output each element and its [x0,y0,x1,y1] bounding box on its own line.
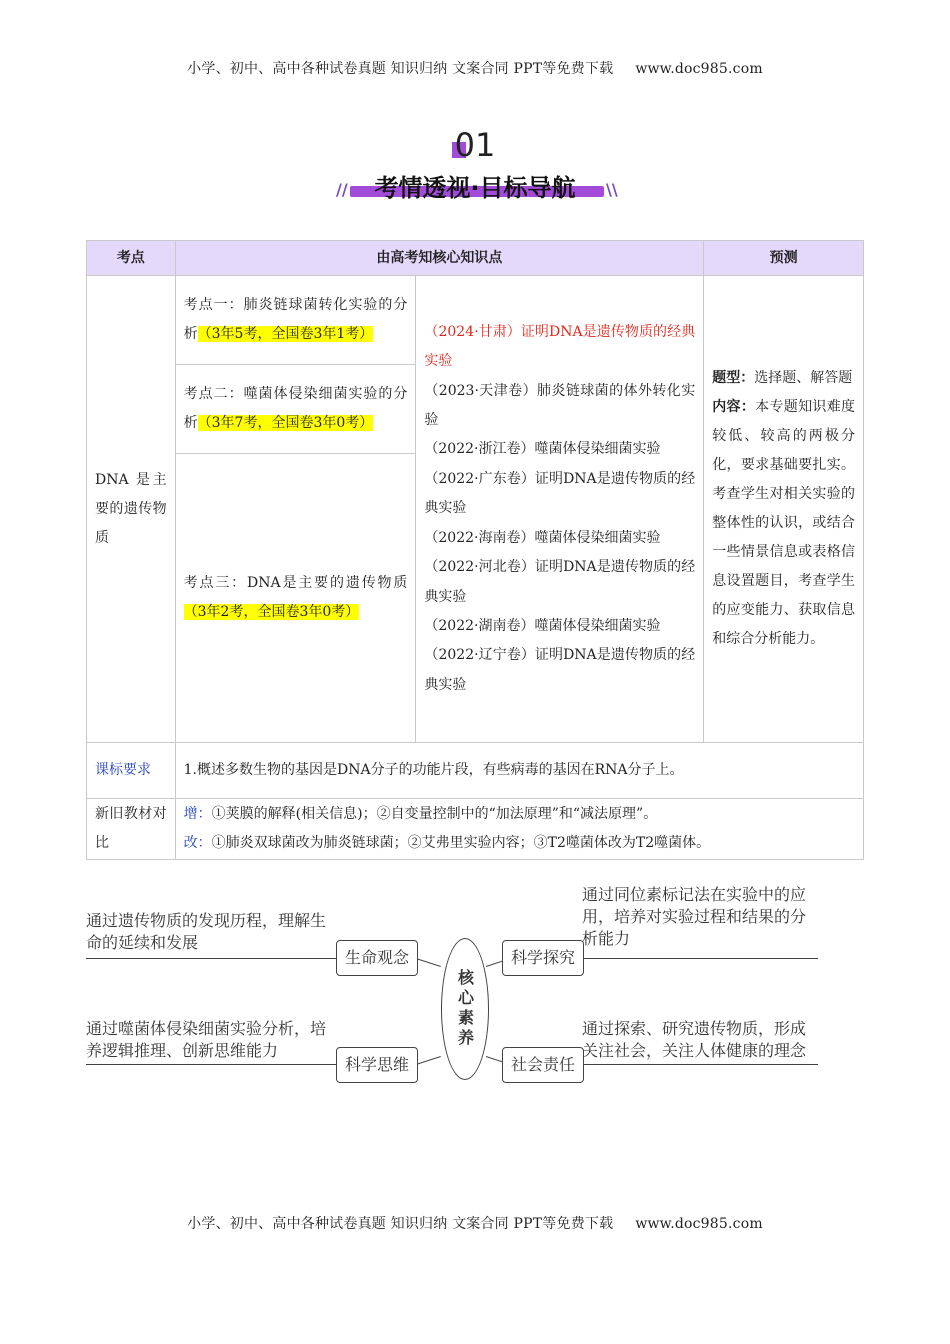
standard-label: 课标要求 [87,743,176,799]
slash-left-icon: // [336,180,348,199]
table-row [87,276,864,365]
standard-text: 1.概述多数生物的基因是DNA分子的功能片段，有些病毒的基因在RNA分子上。 [175,743,863,799]
prediction-cell [704,276,864,743]
node-2-desc: 通过噬菌体侵染细菌实验分析，培养逻辑推理、创新思维能力 [86,1019,327,1060]
point-3-cell [175,454,416,743]
exam-item: （2022·海南卷）噬菌体侵染细菌实验 [424,529,661,546]
prediction-content-value: 本专题知识难度较低、较高的两极分化，要求基础要扎实。考查学生对相关实验的整体性的认识，或结合一些情景信息或表格信息设置题目，考查学生的应变能力、获取信息和综合分析能力。 [712,399,856,647]
node-1-desc: 通过遗传物质的发现历程，理解生命的延续和发展 [86,911,327,952]
prediction-content-label: 内容： [712,399,756,415]
point-1-text: 考点一：肺炎链球菌转化实验的分析 [183,297,408,342]
exam-item: （2022·辽宁卷）证明DNA是遗传物质的经典实验 [424,647,696,693]
connector-line [582,958,818,959]
add-label: 增： [183,806,212,822]
point-2-text: 考点二：噬菌体侵染细菌实验的分析 [183,386,408,431]
exam-item: （2022·湖南卷）噬菌体侵染细菌实验 [424,617,661,634]
node-3-desc: 通过同位素标记法在实验中的应用，培养对实验过程和结果的分析能力 [582,885,807,948]
change-label: 改： [183,835,212,851]
exam-item: （2023·天津卷）肺炎链球菌的体外转化实验 [424,382,696,429]
page-header [0,58,950,78]
point-3-text: 考点三：DNA是主要的遗传物质 [183,575,408,591]
point-1-stat: （3年5考，全国卷3年1考） [197,326,374,342]
node-1-label: 生命观念 [336,940,418,976]
compare-label: 新旧教材对比 [87,799,176,860]
node-4-label: 社会责任 [502,1047,584,1083]
core-literacy-center: 核心素养 [441,938,489,1080]
point-2-stat: （3年7考，全国卷3年0考） [197,415,374,431]
exam-item: （2022·浙江卷）噬菌体侵染细菌实验 [424,441,661,458]
prediction-type-label: 题型： [712,370,755,386]
exam-list-cell [416,276,704,743]
connector-line [582,1064,818,1065]
section-title: 考情透视·目标导航 [374,174,576,202]
node-3-label: 科学探究 [502,940,584,976]
header-prediction: 预测 [704,241,864,276]
node-4-desc: 通过探索、研究遗传物质，形成关注社会，关注人体健康的理念 [582,1019,807,1060]
exam-analysis-table [86,240,864,860]
connector-line [86,1064,336,1065]
core-literacy-mindmap [86,880,826,1090]
header-text: 小学、初中、高中各种试卷真题 知识归纳 文案合同 PPT等免费下载 [187,61,614,77]
connector-line [86,958,336,959]
connector-line [416,1056,441,1065]
compare-cell [175,799,863,860]
exam-item: （2024·甘肃）证明DNA是遗传物质的经典实验 [424,323,696,370]
change-text: ①肺炎双球菌改为肺炎链球菌；②艾弗里实验内容；③T2噬菌体改为T2噬菌体。 [211,835,711,851]
point-3-stat: （3年2考，全国卷3年0考） [183,604,360,620]
point-2-cell [175,365,416,454]
footer-site[interactable]: www.doc985.com [635,1216,763,1232]
node-2-label: 科学思维 [336,1047,418,1083]
slash-right-icon: \\ [606,180,618,199]
point-1-cell [175,276,416,365]
exam-item: （2022·河北卷）证明DNA是遗传物质的经典实验 [424,559,696,605]
page-footer [0,1213,950,1233]
prediction-type-value: 选择题、解答题 [754,370,853,386]
header-topic: 考点 [87,241,176,276]
connector-line [416,958,441,967]
table-row [87,799,864,860]
header-knowledge: 由高考知核心知识点 [175,241,704,276]
table-header-row [87,241,864,276]
exam-item: （2022·广东卷）证明DNA是遗传物质的经典实验 [424,470,696,517]
header-site[interactable]: www.doc985.com [635,61,763,77]
add-text: ①荚膜的解释(相关信息)；②自变量控制中的“加法原理”和“减法原理”。 [211,806,658,822]
section-number: 01 [454,126,496,164]
footer-text: 小学、初中、高中各种试卷真题 知识归纳 文案合同 PPT等免费下载 [187,1216,614,1232]
topic-cell: DNA 是主要的遗传物质 [87,276,176,743]
table-row [87,743,864,799]
